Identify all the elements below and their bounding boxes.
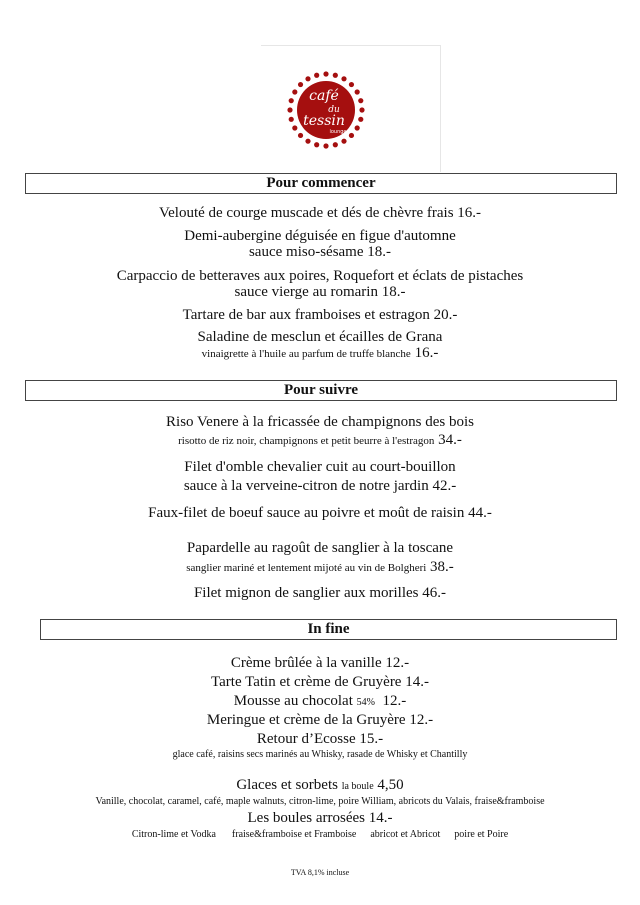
dish: Riso Venere à la fricassée de champignons des bois: [166, 414, 474, 430]
logo-dot: [314, 142, 319, 147]
dessert: Mousse au chocolat: [233, 693, 353, 709]
cafe-du-tessin-logo: [286, 70, 366, 150]
logo-dot: [287, 107, 292, 112]
dish-detail: sauce vierge au romarin 18.-: [234, 284, 406, 300]
dessert: Tarte Tatin et crème de Gruyère 14.-: [211, 674, 429, 690]
dessert: Les boules arrosées 14.-: [247, 810, 393, 826]
logo-dot: [314, 73, 319, 78]
dish: Saladine de mesclun et écailles de Grana: [197, 329, 443, 345]
logo-dot: [355, 125, 360, 130]
logo-dot: [298, 133, 303, 138]
dessert-detail: glace café, raisins secs marinés au Whisky, rasade de Whisky et Chantilly: [172, 749, 468, 760]
logo-dot: [349, 82, 354, 87]
logo-dot: [292, 89, 297, 94]
dessert-detail: Vanille, chocolat, caramel, café, maple walnuts, citron-lime, poire William, abricots du Valais, fraise&framboise: [95, 796, 545, 807]
logo-dot: [333, 73, 338, 78]
dish-detail: risotto de riz noir, champignons et petit beurre à l'estragon: [178, 435, 435, 447]
dessert: Crème brûlée à la vanille 12.-: [230, 655, 410, 671]
vat-note: TVA 8,1% incluse: [290, 868, 350, 877]
svg-text:du: du: [328, 105, 340, 115]
dessert-price: 12.-: [382, 693, 407, 709]
logo-dot: [341, 76, 346, 81]
svg-text:tessin: tessin: [303, 113, 345, 129]
dish-detail: sauce miso-sésame 18.-: [248, 244, 392, 260]
svg-text:lounge: lounge: [329, 129, 347, 135]
section-header-in-fine: In fine: [40, 619, 617, 640]
dessert: Retour d’Ecosse 15.-: [256, 731, 384, 747]
dessert: Meringue et crème de la Gruyère 12.-: [206, 712, 434, 728]
dessert-price: 4,50: [377, 777, 404, 793]
option: abricot et Abricot: [370, 829, 441, 840]
logo-dot: [292, 125, 297, 130]
logo-dot: [305, 76, 310, 81]
dish: Demi-aubergine déguisée en figue d'automne: [184, 228, 456, 244]
logo-dot: [358, 98, 363, 103]
logo-dot: [358, 117, 363, 122]
logo-dot: [341, 139, 346, 144]
cocoa-percent: 54%: [356, 697, 375, 708]
logo-dot: [289, 98, 294, 103]
logo-dot: [349, 133, 354, 138]
dish-detail: sauce à la verveine-citron de notre jardin 42.-: [183, 478, 457, 494]
logo-dot: [289, 117, 294, 122]
dish: Carpaccio de betteraves aux poires, Roquefort et éclats de pistaches: [116, 268, 524, 284]
dessert-line: [0, 692, 640, 712]
logo-dot: [333, 142, 338, 147]
option: fraise&framboise et Framboise: [231, 829, 357, 840]
dish: Faux-filet de boeuf sauce au poivre et moût de raisin 44.-: [148, 505, 492, 521]
dish-detail-line: [0, 344, 640, 363]
logo-dot: [355, 89, 360, 94]
option: poire et Poire: [454, 829, 509, 840]
dish-detail: sanglier mariné et lentement mijoté au vin de Bolgheri: [186, 562, 427, 574]
section-header-pour-commencer: Pour commencer: [25, 173, 617, 194]
logo-dot: [298, 82, 303, 87]
dish: Filet d'omble chevalier cuit au court-bouillon: [184, 459, 456, 475]
dish: Filet mignon de sanglier aux morilles 46.-: [193, 585, 447, 601]
dish-price: 38.-: [430, 559, 454, 575]
dessert-unit: la boule: [341, 781, 374, 792]
logo-dot: [359, 107, 364, 112]
svg-text:café: café: [309, 88, 339, 104]
logo-dot: [305, 139, 310, 144]
dessert-options: [0, 826, 640, 844]
dish-price: 16.-: [414, 345, 439, 361]
dish: Papardelle au ragoût de sanglier à la toscane: [186, 540, 454, 556]
dish-detail-line: [0, 558, 640, 577]
section-header-pour-suivre: Pour suivre: [25, 380, 617, 401]
logo-dot: [323, 143, 328, 148]
dish-detail: vinaigrette à l'huile au parfum de truffe blanche: [201, 348, 411, 360]
option: Citron-lime et Vodka: [131, 829, 216, 840]
dish: Tartare de bar aux framboises et estragon 20.-: [182, 307, 458, 323]
logo-dot: [323, 71, 328, 76]
dish: Velouté de courge muscade et dés de chèvre frais 16.-: [158, 205, 482, 221]
dish-price: 34.-: [438, 432, 462, 448]
dessert: Glaces et sorbets: [236, 777, 338, 793]
dish-detail-line: [0, 431, 640, 450]
